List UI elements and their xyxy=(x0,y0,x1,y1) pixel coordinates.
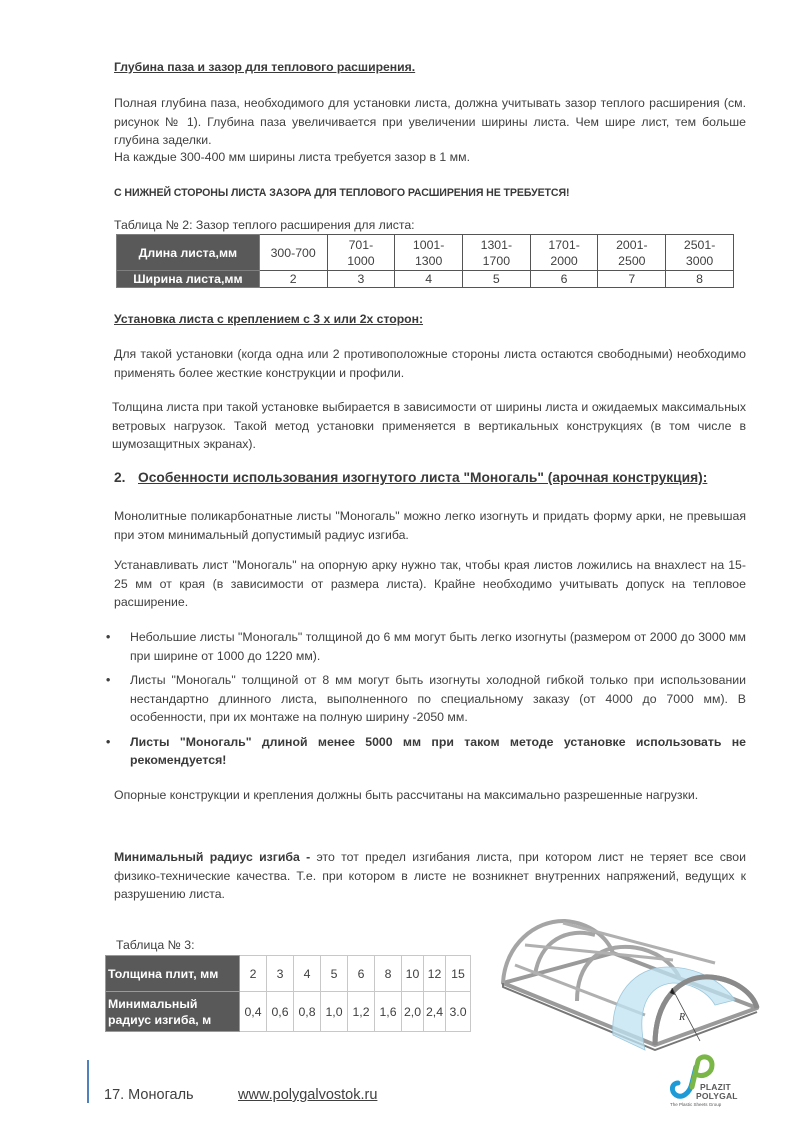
table-row xyxy=(106,992,471,1032)
table-header-thickness: Толщина плит, мм xyxy=(106,956,240,992)
paragraph-arched-2: Устанавливать лист "Моногаль" на опорную арку нужно так, чтобы края листов ложились на внахлест на 15-25 мм от края (в зависимости от размера листа). Крайне необходимо учитывать допуск на тепловое расширение. xyxy=(114,558,746,609)
table-cell: 2,4 xyxy=(424,992,446,1032)
paragraph-groove-depth: Полная глубина паза, необходимого для установки листа, должна учитывать зазор теплого расширения (см. рисунок № 1). Глубина паза увеличивается при увеличении ширины листа. Чем шире лист, тем больше глубина заделки. xyxy=(114,96,746,147)
table-cell: 1301- 1700 xyxy=(462,235,530,271)
table-cell: 0,6 xyxy=(267,992,294,1032)
table-cell: 6 xyxy=(348,956,375,992)
paragraph-min-radius: Минимальный радиус изгиба - это тот предел изгибания листа, при котором лист не теряет все свои физико-технические качества. Т.е. при котором в листе не возникнет внутренних напряжений, ведущих к разрушению листа. xyxy=(114,850,746,901)
table-cell: 8 xyxy=(666,271,734,288)
table-cell: 701- 1000 xyxy=(327,235,395,271)
section-heading-arched xyxy=(114,470,707,485)
section-number: 2. xyxy=(114,470,126,485)
table-cell: 4 xyxy=(294,956,321,992)
table-cell: 1701- 2000 xyxy=(530,235,598,271)
website-link[interactable]: www.polygalvostok.ru xyxy=(238,1087,378,1103)
table-cell: 0,8 xyxy=(294,992,321,1032)
table-cell: 2001- 2500 xyxy=(598,235,666,271)
table-cell: 1,2 xyxy=(348,992,375,1032)
warning-text: С НИЖНЕЙ СТОРОНЫ ЛИСТА ЗАЗОРА ДЛЯ ТЕПЛОВОГО РАСШИРЕНИЯ НЕ ТРЕБУЕТСЯ! xyxy=(114,187,570,199)
table-cell: 2 xyxy=(259,271,327,288)
footer-page-label: 17. Моногаль xyxy=(104,1087,194,1103)
logo-text-polygal: POLYGAL xyxy=(696,1091,738,1101)
table-cell: 2 xyxy=(240,956,267,992)
bullet-icon: • xyxy=(106,734,111,749)
table-cell: 3 xyxy=(327,271,395,288)
section-title: Особенности использования изогнутого листа "Моногаль" (арочная конструкция): xyxy=(138,470,708,485)
logo-text-plazit: PLAZIT xyxy=(700,1082,731,1092)
table-cell: 300-700 xyxy=(259,235,327,271)
table-cell: 1,6 xyxy=(375,992,402,1032)
table-cell: 2,0 xyxy=(402,992,424,1032)
paragraph-mounting-2: Толщина листа при такой установке выбирается в зависимости от ширины листа и ожидаемых максимальных ветровых нагрузок. Такой метод установки применяется в вертикальных конструкциях (в том числе в шумозащитных экранах). xyxy=(112,400,746,451)
bullet-list xyxy=(106,628,746,776)
table-cell: 5 xyxy=(462,271,530,288)
table-min-radius xyxy=(105,955,471,1032)
table-cell: 3 xyxy=(267,956,294,992)
table-cell: 6 xyxy=(530,271,598,288)
footer-accent-bar xyxy=(87,1060,89,1103)
table-cell: 8 xyxy=(375,956,402,992)
bullet-icon: • xyxy=(106,673,111,687)
table-cell: 12 xyxy=(424,956,446,992)
table-cell: 7 xyxy=(598,271,666,288)
arch-construction-figure xyxy=(495,905,765,1055)
bullet-icon: • xyxy=(106,630,111,644)
logo-tagline: The Plastic Sheets Group xyxy=(670,1102,722,1107)
table-thermal-gap xyxy=(116,234,734,288)
table-cell: 2501- 3000 xyxy=(666,235,734,271)
table-cell: 1001- 1300 xyxy=(395,235,463,271)
table2-caption: Таблица № 2: Зазор теплого расширения для листа: xyxy=(114,218,415,232)
table-cell: 10 xyxy=(402,956,424,992)
paragraph-supports: Опорные конструкции и крепления должны быть рассчитаны на максимально разрешенные нагрузки. xyxy=(114,788,699,802)
section-heading-groove: Глубина паза и зазор для теплового расширения. xyxy=(114,60,416,74)
table-cell: 5 xyxy=(321,956,348,992)
table3-caption: Таблица № 3: xyxy=(116,938,195,952)
table-header-width: Ширина листа,мм xyxy=(117,271,260,288)
table-cell: 15 xyxy=(446,956,471,992)
table-row xyxy=(117,235,734,271)
list-item: • Небольшие листы "Моногаль" толщиной до 6 мм могут быть легко изогнуты (размером от 2000 до 3000 мм при ширине от 1000 до 1220 мм). xyxy=(106,630,746,663)
list-item-warning: • Листы "Моногаль" длиной менее 5000 мм при таком методе установке использовать не рекомендуется! xyxy=(106,734,746,767)
radius-label: R xyxy=(679,1012,686,1023)
table-row xyxy=(106,956,471,992)
term-min-radius: Минимальный радиус изгиба - xyxy=(114,850,317,864)
paragraph-gap-rule: На каждые 300-400 мм ширины листа требуется зазор в 1 мм. xyxy=(114,150,470,164)
table-cell: 1,0 xyxy=(321,992,348,1032)
table-cell: 4 xyxy=(395,271,463,288)
table-row xyxy=(117,271,734,288)
section-heading-mounting: Установка листа с креплением с 3 х или 2х сторон: xyxy=(114,312,424,326)
table-header-length: Длина листа,мм xyxy=(117,235,260,271)
paragraph-arched-1: Монолитные поликарбонатные листы "Моногаль" можно легко изогнуть и придать форму арки, не превышая при этом минимальный допустимый радиус изгиба. xyxy=(114,509,746,542)
list-item: • Листы "Моногаль" толщиной от 8 мм могут быть изогнуты холодной гибкой только при использовании нестандартно длинного листа, выполненного по специальному заказу (от 4000 до 7000 мм). В особенности, при их монтаже на полную ширину -2050 мм. xyxy=(106,673,746,724)
table-cell: 0,4 xyxy=(240,992,267,1032)
table-header-radius: Минимальный радиус изгиба, м xyxy=(106,992,240,1032)
paragraph-mounting-1: Для такой установки (когда одна или 2 противоположные стороны листа остаются свободными) необходимо применять более жесткие конструкции и профили. xyxy=(114,347,746,380)
table-cell: 3.0 xyxy=(446,992,471,1032)
